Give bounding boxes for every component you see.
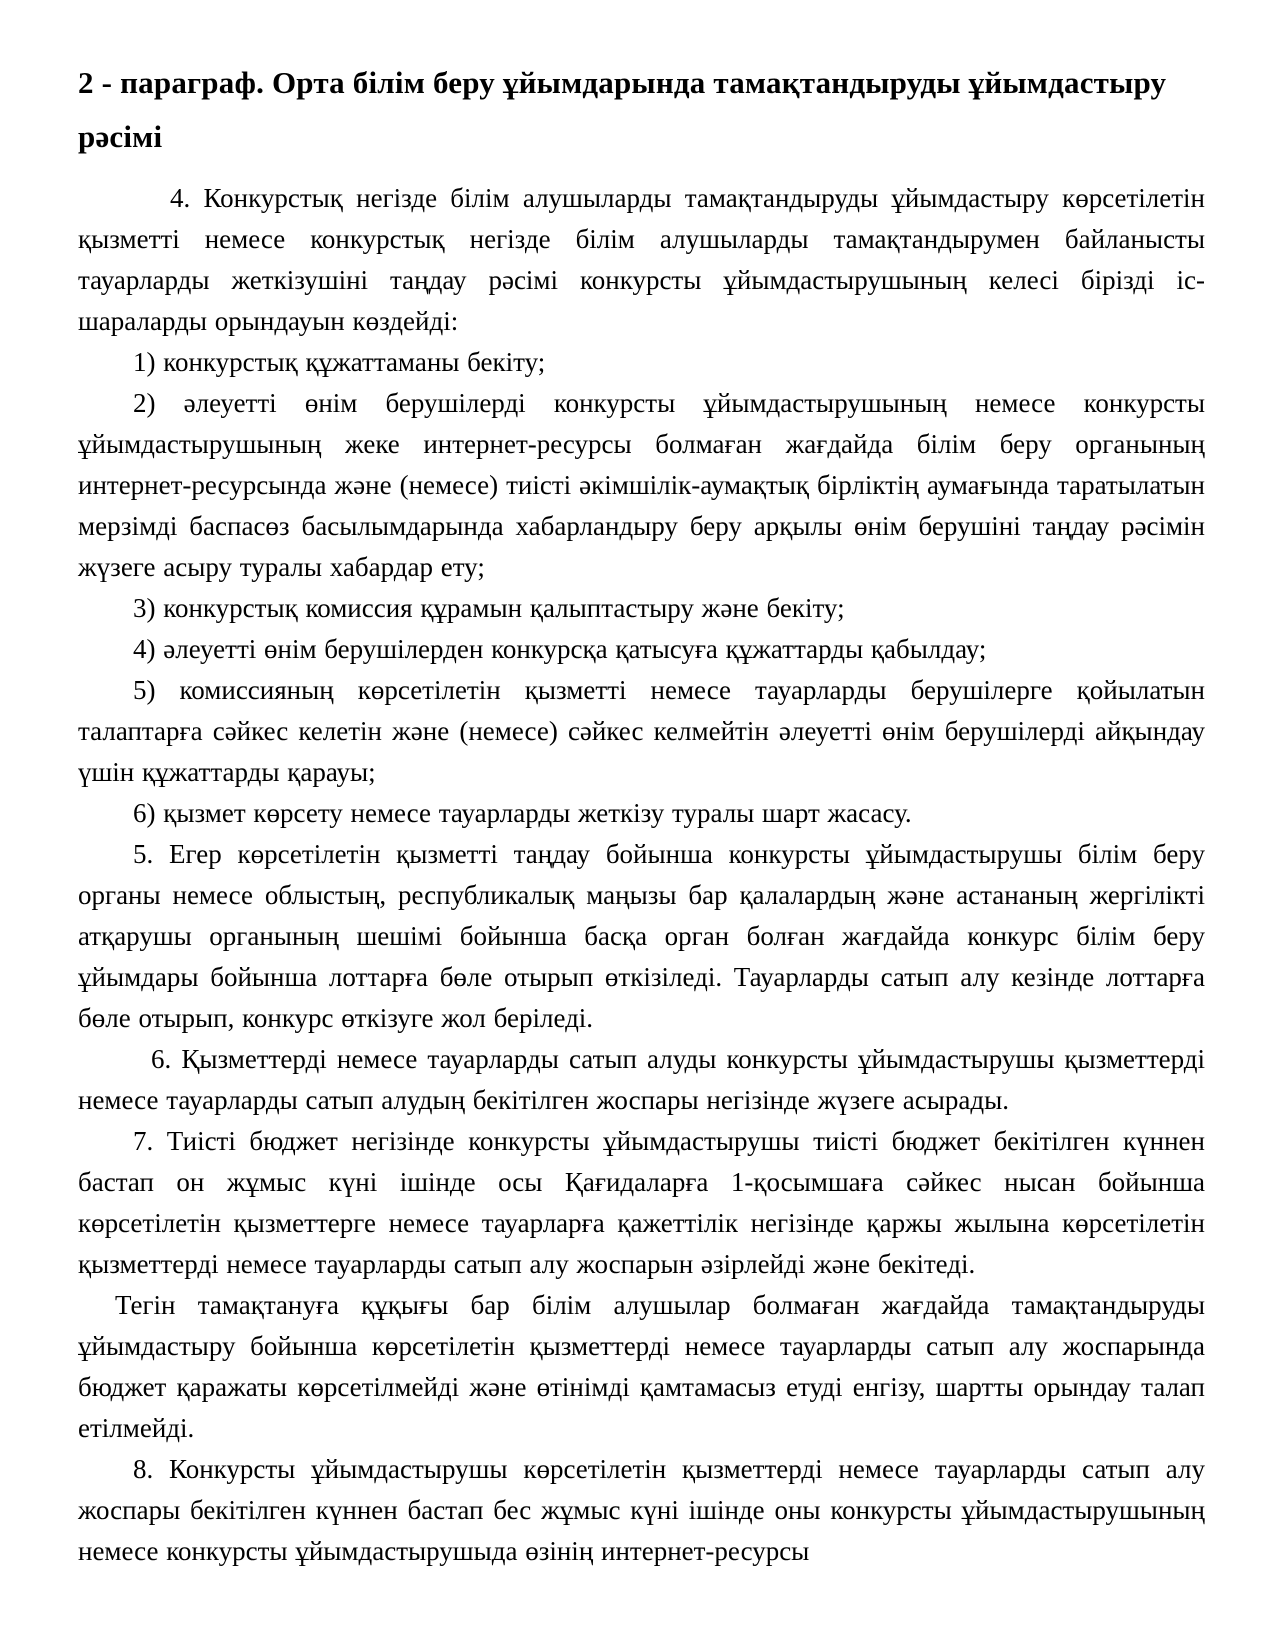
clause-7-continuation-paragraph: Тегін тамақтануға құқығы бар білім алушылар болмаған жағдайда тамақтандыруды ұйымдастыру бойынша көрсетілетін қызметтерді немесе тауарларды сатып алу жоспарында бюджет қаражаты көрсетілмейді және өтінімді қамтамасыз етуді енгізу, шартты орындау талап етілмейді. [78,1290,1205,1443]
list-item-2: 2) әлеуетті өнім берушілерді конкурсты ұйымдастырушының немесе конкурсты ұйымдастырушының жеке интернет-ресурсы болмаған жағдайда білім беру органының интернет-ресурсында және (немесе) тиісті әкімшілік-аумақтық бірліктің аумағында таратылатын мерзімді баспасөз басылымдарында хабарландыру беру арқылы өнім берушіні таңдау рәсімін жүзеге асыру туралы хабардар ету; [78,388,1205,582]
clause-5-paragraph: 5. Егер көрсетілетін қызметті таңдау бойынша конкурсты ұйымдастырушы білім беру органы немесе облыстың, республикалық маңызы бар қалалардың және астананың жергілікті атқарушы органының шешімі бойынша басқа орган болған жағдайда конкурс білім беру ұйымдары бойынша лоттарға бөле отырып өткізіледі. Тауарларды сатып алу кезінде лоттарға бөле отырып, конкурс өткізуге жол беріледі. [78,839,1205,1033]
list-item-1: 1) конкурстық құжаттаманы бекіту; [133,347,546,377]
list-item-3: 3) конкурстық комиссия құрамын қалыптастыру және бекіту; [133,593,845,623]
clause-7-paragraph: 7. Тиісті бюджет негізінде конкурсты ұйымдастырушы тиісті бюджет бекітілген күннен бастап он жұмыс күні ішінде осы Қағидаларға 1-қосымшаға сәйкес нысан бойынша көрсетілетін қызметтерге немесе тауарларға қажеттілік негізінде қаржы жылына көрсетілетін қызметтерді немесе тауарларды сатып алу жоспарын әзірлейді және бекітеді. [78,1126,1205,1279]
clause-6-paragraph: 6. Қызметтерді немесе тауарларды сатып алуды конкурсты ұйымдастырушы қызметтерді немесе тауарларды сатып алудың бекітілген жоспары негізінде жүзеге асырады. [78,1044,1205,1115]
list-item-6: 6) қызмет көрсету немесе тауарларды жеткізу туралы шарт жасасу. [133,798,912,828]
list-item-4: 4) әлеуетті өнім берушілерден конкурсқа қатысуға құжаттарды қабылдау; [133,634,987,664]
section-title: 2 - параграф. Орта білім беру ұйымдарында тамақтандыруды ұйымдастыру рәсімі [78,65,1167,154]
list-item-5: 5) комиссияның көрсетілетін қызметті немесе тауарларды берушілерге қойылатын талаптарға сәйкес келетін және (немесе) сәйкес келмейтін әлеуетті өнім берушілерді айқындау үшін құжаттарды қарауы; [78,675,1205,787]
clause-8-paragraph: 8. Конкурсты ұйымдастырушы көрсетілетін қызметтерді немесе тауарларды сатып алу жоспары бекітілген күннен бастап бес жұмыс күні ішінде оны конкурсты ұйымдастырушының немесе конкурсты ұйымдастырушыда өзінің интернет-ресурсы [78,1454,1205,1566]
clause-4-paragraph: 4. Конкурстық негізде білім алушыларды тамақтандыруды ұйымдастыру көрсетілетін қызметті немесе конкурстық негізде білім алушыларды тамақтандырумен байланысты тауарларды жеткізушіні таңдау рәсімі конкурсты ұйымдастырушының келесі бірізді іс-шараларды орындауын көздейді: [78,183,1205,336]
